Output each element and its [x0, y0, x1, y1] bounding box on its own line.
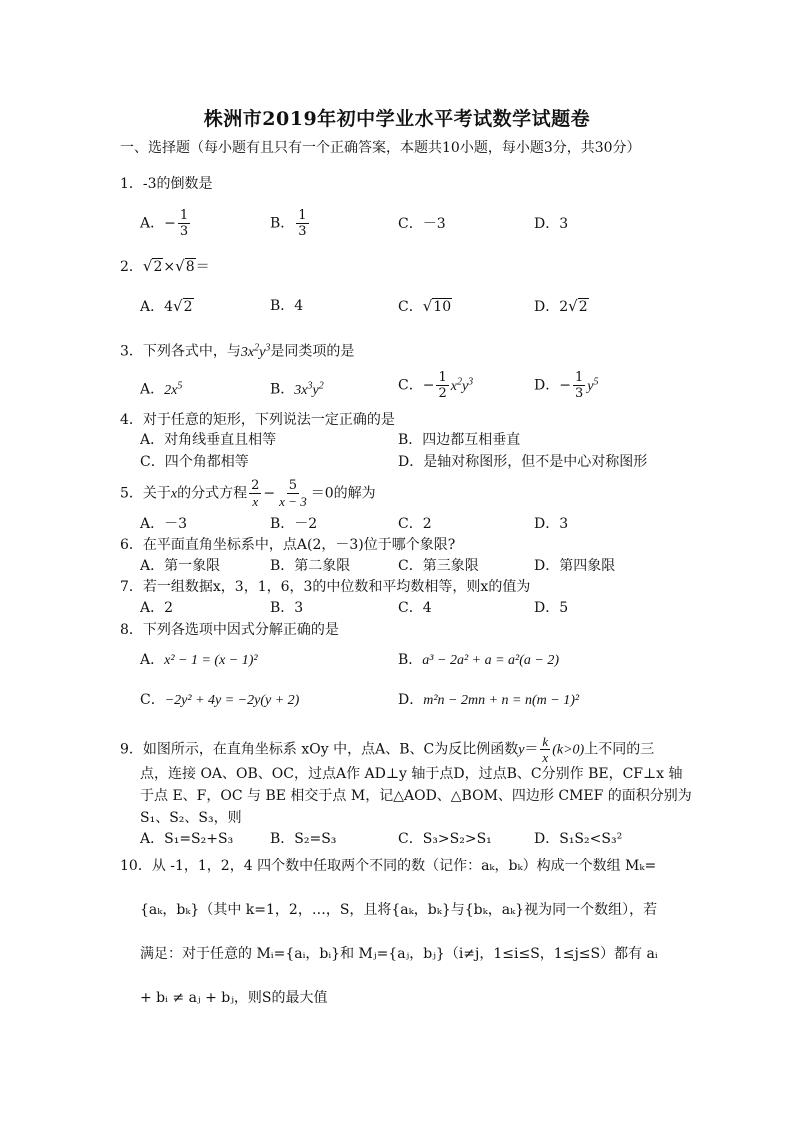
q9-line-2: 点，连接 OA、OB、OC，过点A作 AD⊥y 轴于点D，过点B、C分别作 BE，CF⊥x 轴: [140, 766, 683, 782]
q8-d-expr: m²n − 2mn + n = n(m − 1)²: [423, 693, 580, 708]
q7-stem: 7．若一组数据x，3，1，6，3的中位数和平均数相等，则x的值为: [120, 579, 531, 595]
q3-c-label: C．: [398, 377, 423, 394]
q6-option-a: A．第一象限: [140, 558, 221, 574]
q5-option-c: C．2: [398, 516, 432, 532]
q5-stem-post: 的解为: [333, 485, 376, 502]
q3-option-b: B．$3x^3y^2$: [270, 380, 324, 398]
q8-a-label: A．: [140, 652, 165, 668]
q8-stem: 8．下列各选项中因式分解正确的是: [120, 622, 339, 638]
q9-line-3: 于点 E、F，OC 与 BE 相交于点 M，记△AOD、△BOM、四边形 CMEF 的面积分别为: [140, 788, 692, 804]
q6-option-c: C．第三象限: [398, 558, 479, 574]
q3-option-d: D．− $\frac{1}{3}$ $y^5$: [534, 370, 599, 401]
q9-line-4: S₁、S₂、S₃，则: [140, 810, 242, 826]
q9-line-1: 9．如图所示，在直角坐标系 xOy 中，点A、B、C为反比例函数y＝ $\frac{k}{x}$ (k>0)上不同的三: [120, 734, 655, 765]
q4-option-a: A．对角线垂直且相等: [140, 432, 277, 448]
q2-d-text: D．2: [534, 299, 569, 315]
q9-line1-pre: 9．如图所示，在直角坐标系 xOy 中，点A、B、C为反比例函数: [120, 741, 519, 758]
q9-option-a: A．S₁=S₂+S₃: [140, 831, 234, 847]
q3-stem-post: 是同类项的是: [270, 343, 355, 360]
q3-a-label: A．: [140, 381, 165, 398]
q2-option-d: D．2√2: [534, 297, 588, 315]
q8-option-b: [398, 650, 559, 671]
q5-stem-pre: 5．关于: [120, 485, 171, 502]
q2-a-text: A．4: [140, 299, 174, 315]
q8-d-label: D．: [398, 692, 424, 708]
q8-a-expr: x² − 1 = (x − 1)²: [164, 653, 258, 668]
q1-b-label: B．: [270, 215, 295, 232]
q5-option-b: B．－2: [270, 516, 318, 532]
q3-stem-pre: 3．下列各式中，与: [120, 343, 241, 360]
q10-line-3: 满足：对于任意的 Mᵢ={aᵢ，bᵢ}和 Mⱼ={aⱼ，bⱼ}（i≠j，1≤i≤S，1≤j≤S）都有 aᵢ: [140, 946, 658, 962]
q6-option-d: D．第四象限: [534, 558, 616, 574]
q1-option-a: A．− $\frac{1}{3}$: [140, 208, 189, 239]
q9-option-d: D．S₁S₂<S₃²: [534, 831, 623, 847]
q1-option-d: D．3: [534, 216, 569, 232]
q4-option-d: D．是轴对称图形，但不是中心对称图形: [398, 454, 648, 470]
q1-option-c: C．－3: [398, 216, 446, 232]
q3-stem: 3．下列各式中，与$3x^2y^3$是同类项的是: [120, 342, 355, 360]
q3-option-a: A．$2x^5$: [140, 380, 183, 398]
q2-option-a: A．4√2: [140, 297, 193, 315]
q7-option-c: C．4: [398, 600, 432, 616]
q2-stem: 2．√2×√8＝: [120, 257, 210, 275]
section-heading: 一、选择题（每小题有且只有一个正确答案，本题共10小题，每小题3分，共30分）: [120, 140, 641, 156]
q7-option-b: B．3: [270, 600, 304, 616]
q6-stem: 6．在平面直角坐标系中，点A(2，－3)位于哪个象限?: [120, 537, 456, 553]
q5-option-d: D．3: [534, 516, 569, 532]
q9-option-c: C．S₃>S₂>S₁: [398, 831, 492, 847]
q7-option-a: A．2: [140, 600, 174, 616]
q8-c-label: C．: [140, 692, 165, 708]
q5-stem: 5．关于x的分式方程 $\frac{2}{x}$ − $\frac{5}{x - 3}$ ＝0的解为: [120, 478, 376, 509]
q8-option-a: [140, 650, 258, 671]
q3-d-label: D．: [534, 377, 560, 394]
q6-option-b: B．第二象限: [270, 558, 351, 574]
q2-c-text: C．: [398, 299, 423, 315]
q2-num: 2．: [120, 259, 143, 275]
q3-option-c: C．− $\frac{1}{2}$ $x^2y^3$: [398, 370, 474, 401]
q9-option-b: B．S₂=S₃: [270, 831, 337, 847]
q1-option-b: B． $\frac{1}{3}$: [270, 208, 307, 239]
q9-line1-post: 上不同的三: [584, 741, 655, 758]
exam-title: 株洲市2019年初中学业水平考试数学试题卷: [203, 108, 591, 130]
q10-line-4: + bᵢ ≠ aⱼ + bⱼ，则S的最大值: [140, 990, 328, 1006]
q2-option-b: B．4: [270, 298, 304, 314]
q8-option-c: [140, 690, 299, 711]
q4-option-c: C．四个角都相等: [140, 454, 249, 470]
q3-b-label: B．: [270, 381, 295, 398]
q8-c-expr: −2y² + 4y = −2y(y + 2): [164, 693, 300, 708]
q5-stem-mid: 的分式方程: [177, 485, 248, 502]
q1-stem: 1．-3的倒数是: [120, 176, 213, 192]
q4-stem: 4．对于任意的矩形，下列说法一定正确的是: [120, 412, 395, 428]
q10-line-1: 10．从 -1，1，2，4 四个数中任取两个不同的数（记作：aₖ，bₖ）构成一个数组 Mₖ=: [120, 858, 657, 874]
q7-option-d: D．5: [534, 600, 569, 616]
q1-a-label: A．: [140, 215, 165, 232]
q2-option-c: C．√10: [398, 297, 452, 315]
q10-line-2: {aₖ，bₖ}（其中 k=1，2，…，S，且将{aₖ，bₖ}与{bₖ，aₖ}视为同一个数组），若: [140, 902, 658, 918]
q8-option-d: [398, 690, 579, 711]
q8-b-label: B．: [398, 652, 423, 668]
q5-option-a: A．－3: [140, 516, 188, 532]
q4-option-b: B．四边都互相垂直: [398, 432, 521, 448]
q8-b-expr: a³ − 2a² + a = a²(a − 2): [422, 653, 560, 668]
